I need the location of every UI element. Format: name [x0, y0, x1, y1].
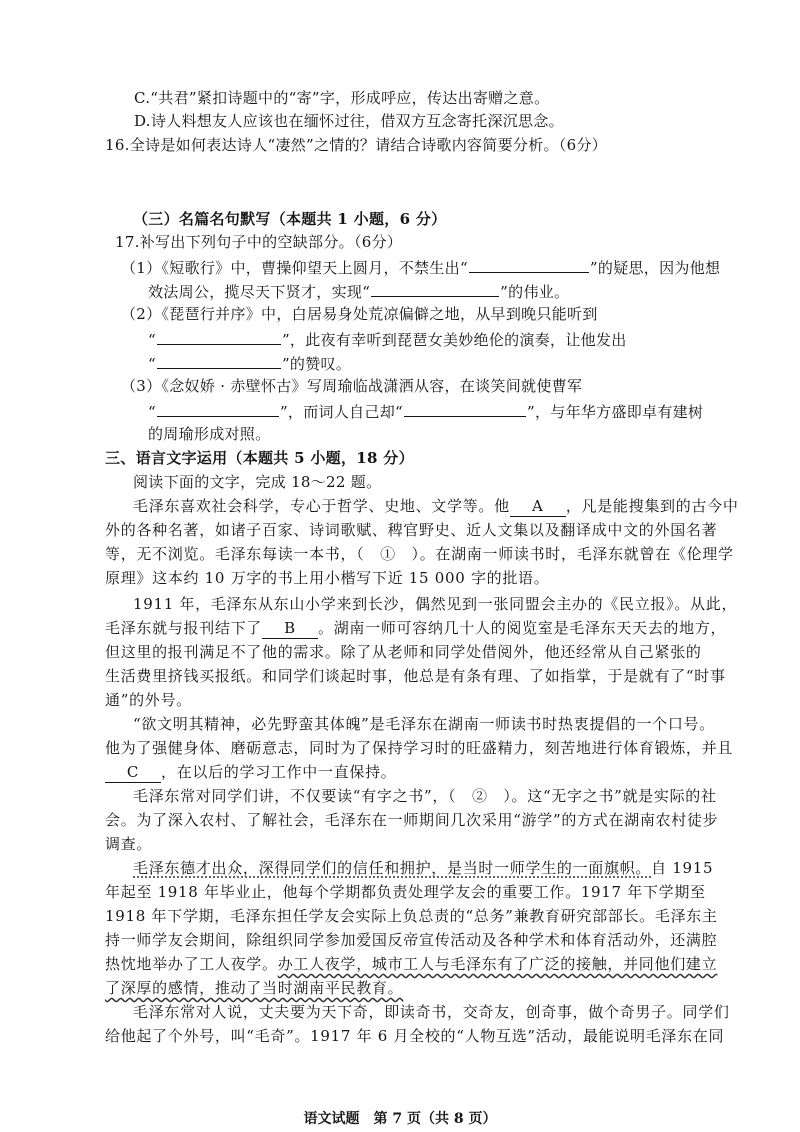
passage-line: 给他起了个外号，叫“毛奇”。1917 年 6 月全校的“人物互选”活动，最能说明毛泽东在同	[105, 1027, 725, 1045]
reading-intro: 阅读下面的文字，完成 18～22 题。	[133, 473, 382, 491]
passage-line	[105, 978, 403, 998]
answer-blank[interactable]	[157, 400, 279, 417]
answer-blank[interactable]	[404, 400, 526, 417]
option-c: C.“共君”紧扣诗题中的“寄”字，形成呼应，传达出寄赠之意。	[134, 89, 550, 107]
passage-line: 调查。	[105, 835, 153, 853]
page-footer: 语文试题 第 7 页（共 8 页）	[303, 1111, 497, 1127]
q17-item-3-line-2: “ ”，而词人自己却“ ”，与年华方盛即卓有建树	[148, 400, 703, 422]
passage-line: 持一师学友会期间，除组织同学参加爱国反帝宣传活动及各种学术和体育活动外，还满腔	[105, 931, 718, 949]
q17-item-2-line-1: （2）《琵琶行并序》中，白居易身处荒凉偏僻之地，从早到晚只能听到	[121, 305, 598, 323]
answer-blank[interactable]	[157, 352, 281, 369]
section-language-title: 三、语言文字运用（本题共 5 小题，18 分）	[105, 449, 414, 467]
blank-b[interactable]: B	[262, 618, 318, 639]
wavy-underlined-sentence: 办工人夜学，城市工人与毛泽东有了广泛的接触，并同他们建立	[277, 955, 718, 973]
q17-item-2-line-2: “ ”，此夜有幸听到琵琶女美妙绝伦的演奏，让他发出	[148, 328, 627, 350]
passage-line: 但这里的报刊满足不了他的需求。除了从老师和同学处借阅外，他还经常从自己紧张的	[105, 643, 702, 661]
passage-line: 会。为了深入农村、了解社会，毛泽东在一师期间几次采用“游学”的方式在湖南农村徒步	[105, 811, 719, 829]
blank-a[interactable]: A	[510, 496, 566, 517]
passage-line: 通”的外号。	[105, 691, 192, 709]
passage-line: 等，无不浏览。毛泽东每读一本书，（ ① ）。在湖南一师读书时，毛泽东就曾在《伦理学	[105, 545, 734, 563]
question-17-stem: 17.补写出下列句子中的空缺部分。（6分）	[115, 233, 403, 251]
question-16: 16.全诗是如何表达诗人“凄然”之情的？请结合诗歌内容简要分析。（6分）	[105, 136, 608, 154]
dotted-underlined-sentence: 毛泽东德才出众，深得同学们的信任和拥护，是当时一师学生的一面旗帜。	[133, 859, 652, 877]
passage-line: 1918 年下学期，毛泽东担任学友会实际上负总责的“总务”兼教育研究部部长。毛泽东主	[105, 907, 718, 925]
passage-line: 外的各种名著，如诸子百家、诗词歌赋、稗官野史、近人文集以及翻译成中文的外国名著	[105, 521, 718, 539]
q17-item-2-line-3: “ ”的赞叹。	[148, 352, 351, 374]
blank-c[interactable]: C	[105, 762, 161, 783]
answer-blank[interactable]	[371, 280, 499, 297]
q17-item-1-line-1: （1）《短歌行》中，曹操仰望天上圆月，不禁生出“ ”的疑思，因为他想	[121, 256, 720, 278]
passage-line: 毛泽东就与报刊结下了 B 。湖南一师可容纳几十人的阅览室是毛泽东天天去的地方，	[105, 619, 727, 637]
passage-line: 毛泽东常对人说，丈夫要为天下奇，即读奇书，交奇友，创奇事，做个奇男子。同学们	[133, 1003, 730, 1021]
option-d: D.诗人料想友人应该也在缅怀过往，借双方互念寄托深沉思念。	[134, 112, 564, 130]
q17-item-3-line-1: （3）《念奴娇 · 赤壁怀古》写周瑜临战潇洒从容，在谈笑间就使曹军	[121, 377, 583, 395]
passage-line: 毛泽东德才出众，深得同学们的信任和拥护，是当时一师学生的一面旗帜。自 1915	[133, 859, 714, 877]
passage-line: 他为了强健身体、磨砺意志，同时为了保持学习时的旺盛精力，刻苦地进行体育锻炼，并且	[105, 739, 734, 757]
passage-line: 生活费里挤钱买报纸。和同学们谈起时事，他总是有条有理、了如指掌，于是就有了“时事	[105, 667, 726, 685]
passage-line: 毛泽东常对同学们讲，不仅要读“有字之书”，（ ② ）。这“无字之书”就是实际的社	[133, 787, 717, 805]
passage-line: “欲文明其精神，必先野蛮其体魄”是毛泽东在湖南一师读书时热衷提倡的一个口号。	[133, 715, 715, 733]
q17-item-3-line-3: 的周瑜形成对照。	[148, 425, 271, 443]
answer-blank[interactable]	[157, 328, 281, 345]
answer-blank[interactable]	[469, 256, 589, 273]
passage-line: 热忱地举办了工人夜学。办工人夜学，城市工人与毛泽东有了广泛的接触，并同他们建立	[105, 955, 718, 973]
q17-item-1-line-2: 效法周公，揽尽天下贤才，实现“ ”的伟业。	[148, 280, 569, 302]
wavy-underlined-sentence: 了深厚的感情，推动了当时湖南平民教育。	[105, 979, 404, 997]
passage-line: 1911 年，毛泽东从东山小学来到长沙，偶然见到一张同盟会主办的《民立报》。从此，	[133, 595, 738, 613]
passage-line: C ，在以后的学习工作中一直保持。	[105, 762, 397, 783]
passage-line: 原理》这本约 10 万字的书上用小楷写下近 15 000 字的批语。	[105, 569, 550, 587]
passage-line: 毛泽东喜欢社会科学，专心于哲学、史地、文学等。他 A ，凡是能搜集到的古今中	[133, 497, 739, 515]
passage-line: 年起至 1918 年毕业止，他每个学期都负责处理学友会的重要工作。1917 年下学期至	[105, 883, 706, 901]
section-3-title: （三）名篇名句默写（本题共 1 小题，6 分）	[133, 210, 447, 228]
